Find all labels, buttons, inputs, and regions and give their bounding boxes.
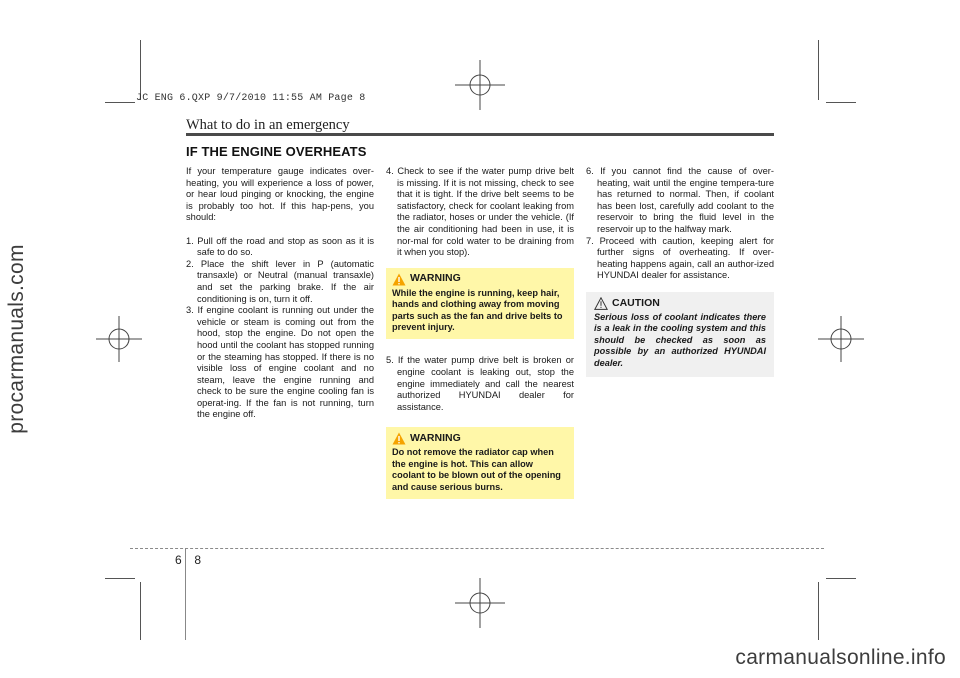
watermark-left[interactable]: [0, 0, 34, 678]
step-7: 7. Proceed with caution, keeping alert for further signs of overheating. If over-heating happens again, call an author-ized HYUNDAI dealer for assistance.: [586, 235, 774, 281]
column-right: [586, 166, 774, 377]
page-heading: IF THE ENGINE OVERHEATS: [186, 144, 367, 159]
page-number-value: 8: [194, 553, 202, 567]
warning-title: WARNING: [410, 432, 461, 445]
caution-icon: [594, 297, 608, 310]
warning-box-moving-parts: [386, 268, 574, 340]
warning-text: Do not remove the radiator cap when the engine is hot. This can allow coolant to be blown out of the opening and cause serious burns.: [392, 447, 561, 492]
warning-title: WARNING: [410, 272, 461, 285]
page-number: [175, 553, 201, 567]
footer-divider: [130, 548, 824, 549]
step-2: 2. Place the shift lever in P (automatic transaxle) or Neutral (manual transaxle) and set the parking brake. If the air conditioning is on, turn it off.: [186, 258, 374, 304]
warning-text: While the engine is running, keep hair, hands and clothing away from moving parts such as the fan and drive belts to prevent injury.: [392, 287, 563, 332]
watermark-left-text: procarmanuals.com: [5, 244, 28, 434]
column-left: [186, 166, 374, 421]
header-rule: [186, 133, 774, 136]
warning-icon: [392, 273, 406, 286]
registration-mark-left: [96, 316, 142, 362]
step-3: 3. If engine coolant is running out under the vehicle or steam is coming out from the hood, stop the engine. Do not open the hood until the coolant has stopped running or the steaming has stopped. If there is no visible loss of engine coolant and no steam, leave the engine running and check to be sure the engine cooling fan is operat-ing. If the fan is not running, turn the engine off.: [186, 305, 374, 420]
registration-mark-top: [455, 60, 505, 110]
caution-title: CAUTION: [612, 296, 660, 309]
registration-mark-right: [818, 316, 864, 362]
step-4: 4. Check to see if the water pump drive belt is missing. If it is not missing, check to see that it is tight. If the drive belt seems to be satisfactory, check for coolant leaking from the radiator, hoses or under the vehicle. (If the air conditioning had been in use, it is nor-mal for cold water to be draining from it when you stop).: [386, 166, 574, 258]
registration-mark-bottom: [455, 578, 505, 628]
step-6: 6. If you cannot find the cause of over-heating, wait until the engine tempera-ture has returned to normal. Then, if coolant has been lost, carefully add coolant to the reservoir to bring the fluid level in the reservoir up to the halfway mark.: [586, 166, 774, 234]
warning-icon: [392, 432, 406, 445]
caution-text: Serious loss of coolant indicates there is a leak in the cooling system and this should be checked as soon as possible by an authorized HYUNDAI dealer.: [594, 311, 766, 368]
watermark-bottom[interactable]: carmanualsonline.info: [735, 646, 946, 669]
section-title: What to do in an emergency: [186, 117, 350, 133]
step-5: 5. If the water pump drive belt is broken or engine coolant is leaking out, stop the engine immediately and call the nearest authorized HYUNDAI dealer for assistance.: [386, 355, 574, 412]
step-1: 1. Pull off the road and stop as soon as it is safe to do so.: [186, 235, 374, 258]
printer-header: JC ENG 6.QXP 9/7/2010 11:55 AM Page 8: [136, 93, 366, 104]
warning-box-radiator-cap: [386, 427, 574, 499]
intro-paragraph: If your temperature gauge indicates over-heating, you will experience a loss of power, or hear loud pinging or knocking, the engine is probably too hot. If this hap-pens, you should:: [186, 166, 374, 223]
caution-box: [586, 292, 774, 377]
column-middle: [386, 166, 574, 499]
chapter-number: 6: [175, 553, 182, 567]
